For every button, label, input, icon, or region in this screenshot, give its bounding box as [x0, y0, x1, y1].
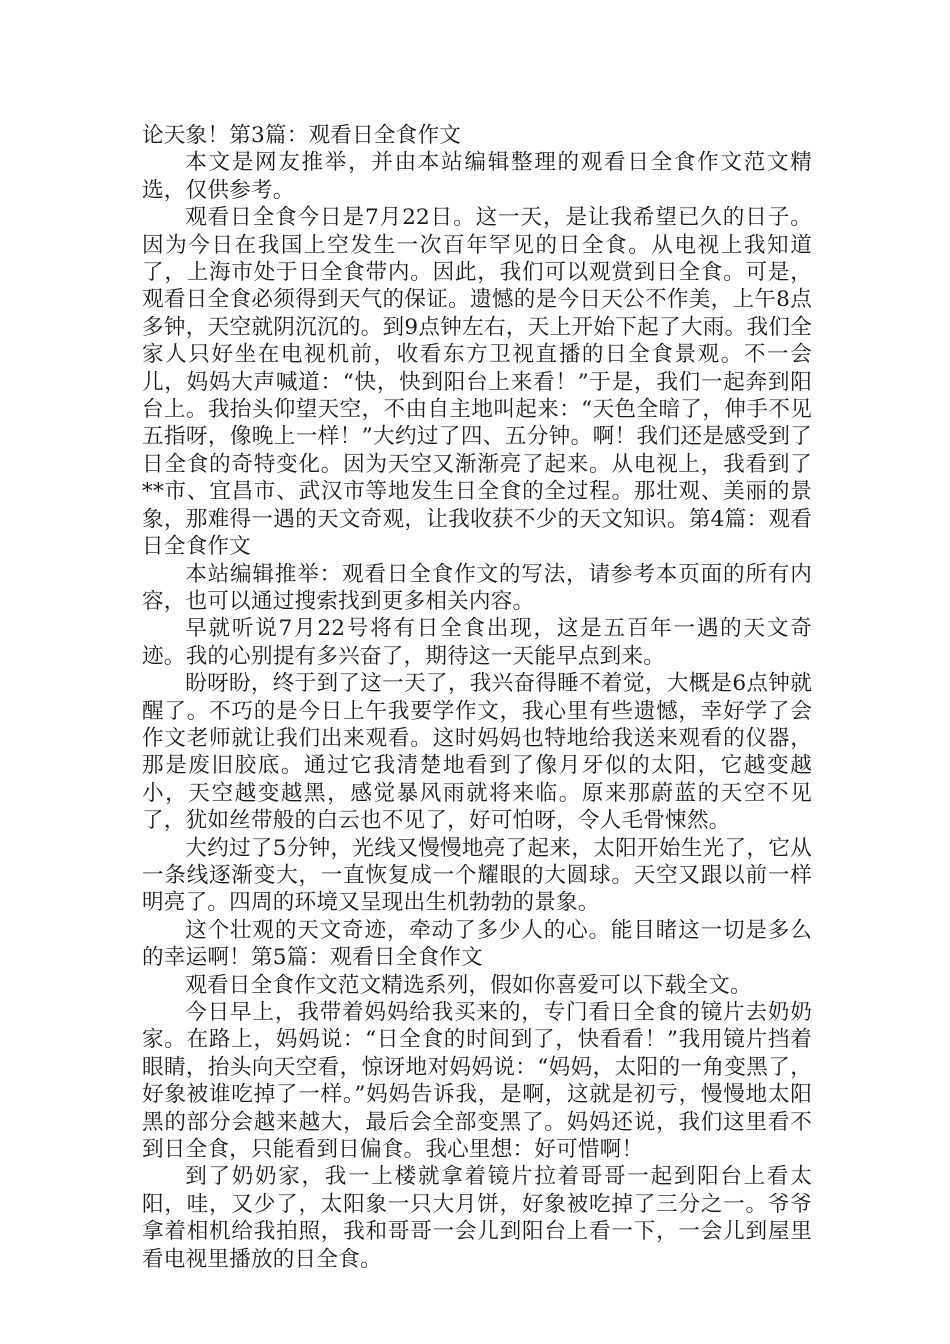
paragraph-7: 大约过了5分钟，光线又慢慢地亮了起来，太阳开始生光了，它从一条线逐渐变大，一直恢复成一个耀眼的大圆球。天空又跟以前一样明亮了。四周的环境又呈现出生机勃勃的景象。	[142, 835, 812, 916]
paragraph-1: 论天象！第3篇：观看日全食作文	[142, 123, 462, 148]
paragraph-9: 观看日全食作文范文精选系列，假如你喜爱可以下载全文。	[185, 972, 752, 998]
paragraph-4: 本站编辑推举：观看日全食作文的写法，请参考本页面的所有内容，也可以通过搜索找到更多相关内容。	[142, 561, 812, 614]
document-body	[142, 122, 812, 1273]
paragraph-10: 今日早上，我带着妈妈给我买来的，专门看日全食的镜片去奶奶家。在路上，妈妈说：“日全食的时间到了，快看看！”我用镜片挡着眼睛，抬头向天空看，惊讶地对妈妈说：“妈妈，太阳的一角变黑了，好象被谁吃掉了一样。”妈妈告诉我，是啊，这就是初亏，慢慢地太阳黑的部分会越来越大，最后会全部变黑了。妈妈还说，我们这里看不到日全食，只能看到日偏食。我心里想：好可惜啊！	[142, 1000, 812, 1163]
paragraph-5: 早就听说7月22号将有日全食出现，这是五百年一遇的天文奇迹。我的心别提有多兴奋了，期待这一天能早点到来。	[142, 616, 812, 669]
paragraph-2: 本文是网友推举，并由本站编辑整理的观看日全食作文范文精选，仅供参考。	[142, 150, 812, 203]
paragraph-8: 这个壮观的天文奇迹，牵动了多少人的心。能目睹这一切是多么的幸运啊！第5篇：观看日全食作文	[142, 917, 812, 971]
paragraph-3: 观看日全食今日是7月22日。这一天，是让我希望已久的日子。因为今日在我国上空发生一次百年罕见的日全食。从电视上我知道了，上海市处于日全食带内。因此，我们可以观赏到日全食。可是，观看日全食必须得到天气的保证。遗憾的是今日天公不作美，上午8点多钟，天空就阴沉沉的。到9点钟左右，天上开始下起了大雨。我们全家人只好坐在电视机前，收看东方卫视直播的日全食景观。不一会儿，妈妈大声喊道：“快，快到阳台上来看！”于是，我们一起奔到阳台上。我抬头仰望天空，不由自主地叫起来：“天色全暗了，伸手不见五指呀，像晚上一样！”大约过了四、五分钟。啊！我们还是感受到了日全食的奇特变化。因为天空又渐渐亮了起来。从电视上，我看到了**市、宜昌市、武汉市等地发生日全食的全过程。那壮观、美丽的景象，那难得一遇的天文奇观，让我收获不少的天文知识。第4篇：观看日全食作文	[142, 205, 812, 560]
paragraph-11: 到了奶奶家，我一上楼就拿着镜片拉着哥哥一起到阳台上看太阳，哇，又少了，太阳象一只大月饼，好象被吃掉了三分之一。爷爷拿着相机给我拍照，我和哥哥一会儿到阳台上看一下，一会儿到屋里看电视里播放的日全食。	[142, 1164, 812, 1272]
paragraph-6: 盼呀盼，终于到了这一天了，我兴奋得睡不着觉，大概是6点钟就醒了。不巧的是今日上午我要学作文，我心里有些遗憾，幸好学了会作文老师就让我们出来观看。这时妈妈也特地给我送来观看的仪器，那是废旧胶底。通过它我清楚地看到了像月牙似的太阳，它越变越小，天空越变越黑，感觉暴风雨就将来临。原来那蔚蓝的天空不见了，犹如丝带般的白云也不见了，好可怕呀，令人毛骨悚然。	[142, 671, 812, 834]
